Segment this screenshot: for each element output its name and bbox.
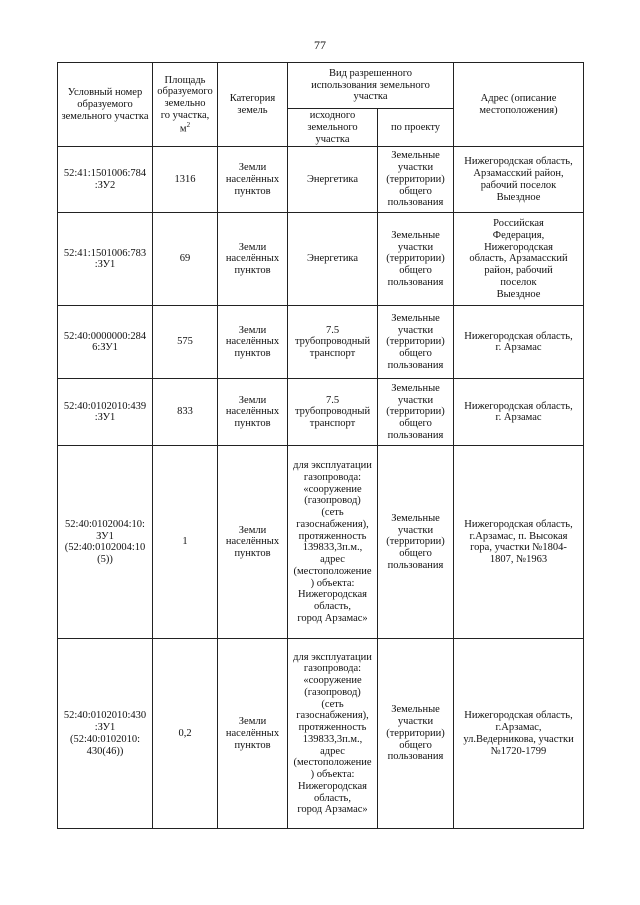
header-area bbox=[153, 63, 218, 147]
cell-land-category: Земли населённых пунктов bbox=[218, 379, 288, 446]
header-permitted-use: Вид разрешенного использования земельного участка bbox=[288, 63, 454, 109]
cell-use-original: Энергетика bbox=[288, 147, 378, 213]
cell-use-project: Земельные участки (территории) общего пользования bbox=[378, 213, 454, 306]
cell-use-project: Земельные участки (территории) общего пользования bbox=[378, 147, 454, 213]
cell-land-category: Земли населённых пунктов bbox=[218, 639, 288, 829]
header-plot-number: Условный номер образуемого земельного участка bbox=[58, 63, 153, 147]
cell-use-original: Энергетика bbox=[288, 213, 378, 306]
cell-plot-number: 52:40:0102004:10: ЗУ1 (52:40:0102004:10 (5)) bbox=[58, 446, 153, 639]
table-row bbox=[58, 639, 584, 829]
cell-area: 0,2 bbox=[153, 639, 218, 829]
land-plots-table bbox=[57, 62, 584, 829]
cell-land-category: Земли населённых пунктов bbox=[218, 213, 288, 306]
cell-use-project: Земельные участки (территории) общего пользования bbox=[378, 446, 454, 639]
cell-use-project: Земельные участки (территории) общего пользования bbox=[378, 306, 454, 379]
cell-land-category: Земли населённых пунктов bbox=[218, 446, 288, 639]
cell-address: Нижегородская область, г.Арзамас, ул.Ведерникова, участки №1720-1799 bbox=[454, 639, 584, 829]
cell-area: 1 bbox=[153, 446, 218, 639]
cell-address: Нижегородская область, Арзамасский район, рабочий поселок Выездное bbox=[454, 147, 584, 213]
header-area-text: Площадь образуемого земельно го участка, м bbox=[157, 74, 213, 134]
cell-address: Нижегородская область, г. Арзамас bbox=[454, 306, 584, 379]
cell-area: 833 bbox=[153, 379, 218, 446]
header-address: Адрес (описание местоположения) bbox=[454, 63, 584, 147]
header-use-original: исходного земельного участка bbox=[288, 109, 378, 147]
cell-plot-number: 52:40:0102010:430 :ЗУ1 (52:40:0102010: 430(46)) bbox=[58, 639, 153, 829]
table-header-row bbox=[58, 63, 584, 109]
cell-address: Российская Федерация, Нижегородская область, Арзамасский район, рабочий поселок Выездное bbox=[454, 213, 584, 306]
cell-area: 575 bbox=[153, 306, 218, 379]
cell-area: 1316 bbox=[153, 147, 218, 213]
table-row bbox=[58, 213, 584, 306]
cell-plot-number: 52:41:1501006:784 :ЗУ2 bbox=[58, 147, 153, 213]
cell-use-original: 7.5 трубопроводный транспорт bbox=[288, 306, 378, 379]
table-row bbox=[58, 147, 584, 213]
table-row bbox=[58, 306, 584, 379]
cell-address: Нижегородская область, г.Арзамас, п. Высокая гора, участки №1804- 1807, №1963 bbox=[454, 446, 584, 639]
cell-use-original: для эксплуатации газопровода: «сооружение (газопровод) (сеть газоснабжения), протяженность 139833,3п.м., адрес (местоположение ) объекта: Нижегородская область, город Арзамас» bbox=[288, 639, 378, 829]
cell-use-project: Земельные участки (территории) общего пользования bbox=[378, 379, 454, 446]
cell-address: Нижегородская область, г. Арзамас bbox=[454, 379, 584, 446]
header-area-superscript: 2 bbox=[186, 120, 191, 129]
table-row bbox=[58, 446, 584, 639]
header-use-project: по проекту bbox=[378, 109, 454, 147]
table-row bbox=[58, 379, 584, 446]
cell-area: 69 bbox=[153, 213, 218, 306]
cell-use-original: для эксплуатации газопровода: «сооружение (газопровод) (сеть газоснабжения), протяженность 139833,3п.м., адрес (местоположение ) объекта: Нижегородская область, город Арзамас» bbox=[288, 446, 378, 639]
cell-plot-number: 52:41:1501006:783 :ЗУ1 bbox=[58, 213, 153, 306]
cell-land-category: Земли населённых пунктов bbox=[218, 306, 288, 379]
header-land-category: Категория земель bbox=[218, 63, 288, 147]
cell-use-original: 7.5 трубопроводный транспорт bbox=[288, 379, 378, 446]
cell-land-category: Земли населённых пунктов bbox=[218, 147, 288, 213]
page-number: 77 bbox=[314, 38, 326, 52]
cell-use-project: Земельные участки (территории) общего пользования bbox=[378, 639, 454, 829]
cell-plot-number: 52:40:0102010:439 :ЗУ1 bbox=[58, 379, 153, 446]
cell-plot-number: 52:40:0000000:284 6:ЗУ1 bbox=[58, 306, 153, 379]
